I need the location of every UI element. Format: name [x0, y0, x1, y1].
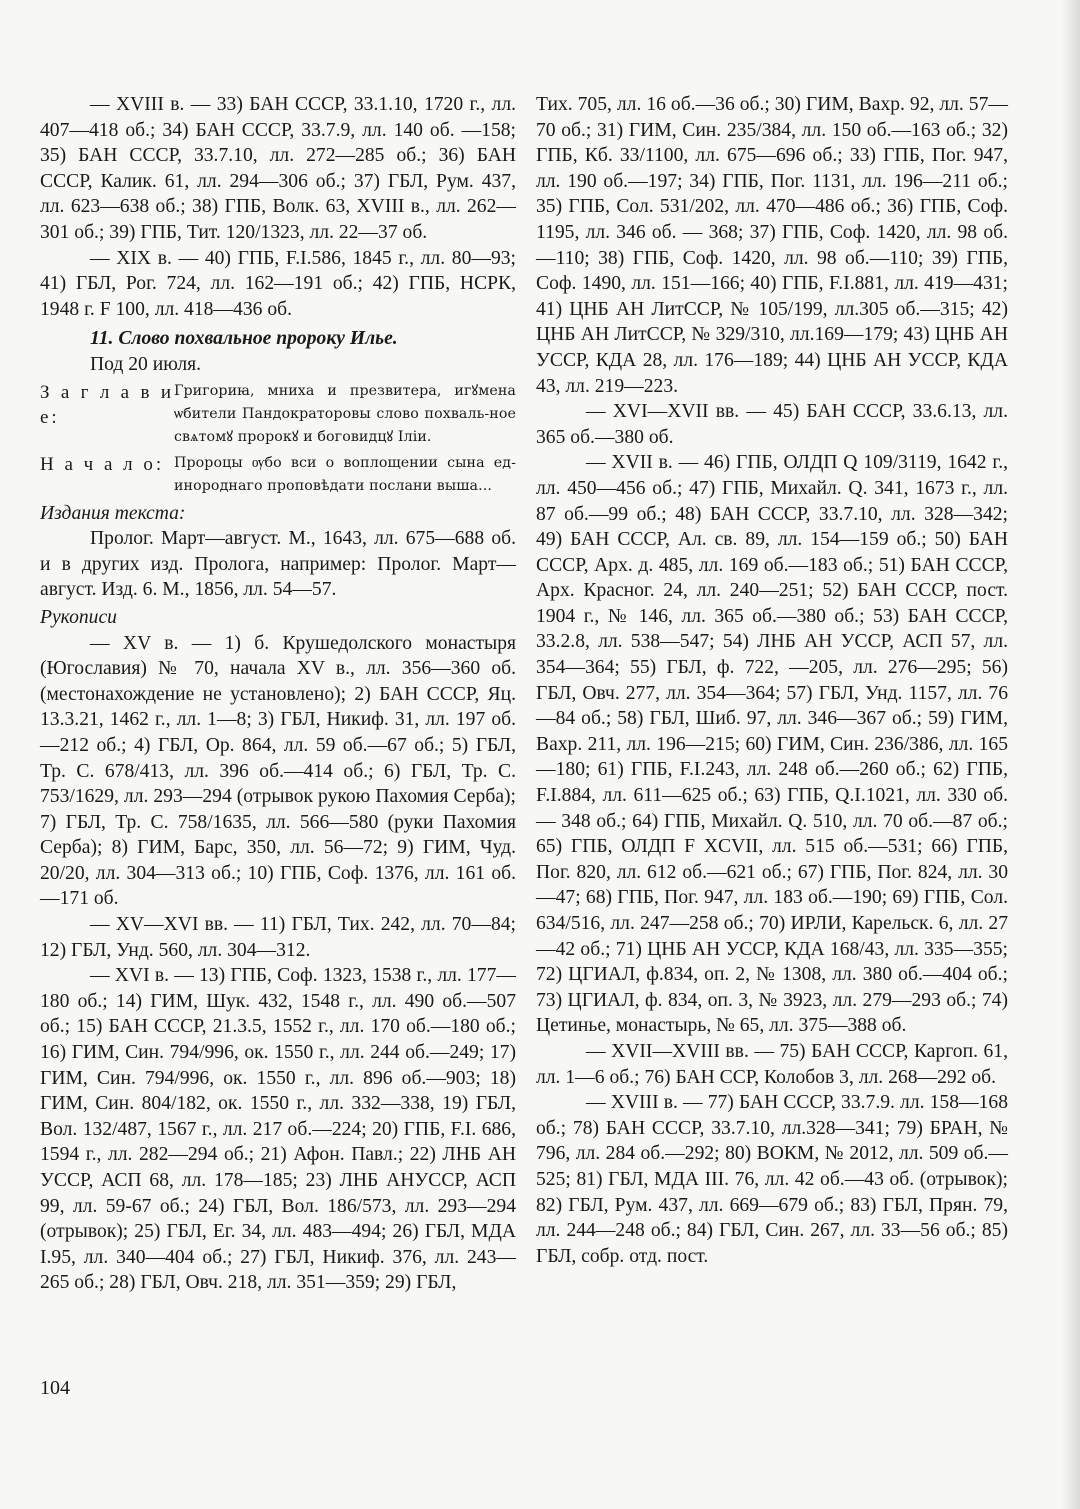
page-number: 104 — [40, 1377, 70, 1399]
paragraph-xv-xvi-century: — XV—XVI вв. — 11) ГБЛ, Тих. 242, лл. 70—84; 12) ГБЛ, Унд. 560, лл. 304—312. — [40, 914, 516, 961]
paragraph-xvi-century: — XVI в. — 13) ГПБ, Соф. 1323, 1538 г., лл. 177—180 об.; 14) ГИМ, Шук. 432, 1548 г., лл. 490 об.—507 об.; 15) БАН СССР, 21.3.5, 1552 г., лл. 170 об.—180 об.; 16) ГИМ, Син. 794/996, ок. 1550 г., лл. 244 об.—249; 17) ГИМ, Син. 794/996, ок. 1550 г., лл. 896 об.—903; 18) ГИМ, Син. 804/182, ок. 1550 г., лл. 332—338, 19) ГБЛ, Вол. 132/487, 1567 г., лл. 217 об.—224; 20) ГПБ, F.I. 686, 1594 г., лл. 282—294 об.; 21) Афон. Павл.; 22) ЛНБ АН УССР, АСП 68, лл. 178—185; 23) ЛНБ АНУССР, АСП 99, лл. 59-67 об.; 24) ГБЛ, Вол. 186/573, лл. 293—294 (отрывок); 25) ГБЛ, Ег. 34, лл. 483—494; 26) ГБЛ, МДА I.95, лл. 340—404 об.; 27) ГБЛ, Никиф. 376, лл. 243—265 об.; 28) ГБЛ, Овч. 218, лл. 351—359; 29) ГБЛ, — [40, 965, 516, 1294]
paragraph-xviii-century: — XVIII в. — 33) БАН СССР, 33.1.10, 1720 г., лл. 407—418 об.; 34) БАН СССР, 33.7.9, лл. 140 об. —158; 35) БАН СССР, 33.7.10, лл. 272—285 об.; 36) БАН СССР, Калик. 61, лл. 294—306 об.; 37) ГБЛ, Рум. 437, лл. 623—638 об.; 38) ГПБ, Волк. 63, XVIII в., лл. 262—301 об.; 39) ГПБ, Тит. 120/1323, лл. 22—37 об. — [40, 94, 516, 243]
manuscripts-heading: Рукописи — [40, 606, 117, 628]
incipit-row — [40, 452, 516, 499]
paragraph-xvii-xviii-century: — XVII—XVIII вв. — 75) БАН СССР, Каргоп. 61, лл. 1—6 об.; 76) БАН ССР, Колобов 3, лл. 268—292 об. — [536, 1040, 1008, 1088]
incipit-label: Н а ч а л о: — [40, 453, 165, 475]
section-title: Слово похвальное пророку Илье. — [118, 328, 398, 350]
paragraph-xviii-century-right: — XVIII в. — 77) БАН СССР, 33.7.9. лл. 158—168 об.; 78) БАН СССР, 33.7.10, лл.328—341; 79) БРАН, № 796, лл. 284 об.—292; 80) ВОКМ, № 2012, лл. 509 об.—525; 81) ГБЛ, МДА III. 76, лл. 42 об.—43 об. (отрывок); 82) ГБЛ, Рум. 437, лл. 669—679 об.; 83) ГБЛ, Прян. 79, лл. 244—248 об.; 84) ГБЛ, Син. 267, лл. 33—56 об.; 85) ГБЛ, собр. отд. пост. — [536, 1092, 1008, 1267]
editions-text: Пролог. Март—август. М., 1643, лл. 675—688 об. и в других изд. Пролога, например: Пролог. Март—август. Изд. 6. М., 1856, лл. 54—57. — [40, 528, 516, 601]
paragraph-xv-century: — XV в. — 1) б. Крушедолского монастыря (Югославия) № 70, начала XV в., лл. 356—360 об. (местонахождение не установлено); 2) БАН СССР, Яц. 13.3.21, 1462 г., лл. 1—8; 3) ГБЛ, Никиф. 31, лл. 197 об.—212 об.; 4) ГБЛ, Ор. 864, лл. 59 об.—67 об.; 5) ГБЛ, Тр. С. 678/413, лл. 396 об.—414 об.; 6) ГБЛ, Тр. С. 753/1629, лл. 293—294 (отрывок рукою Пахомия Серба); 7) ГБЛ, Тр. С. 758/1635, лл. 566—580 (руки Пахомия Серба); 8) ГИМ, Барс, 350, лл. 56—72; 9) ГИМ, Чуд. 20/20, лл. 304—313 об.; 10) ГПБ, Соф. 1376, лл. 161 об.—171 об. — [40, 632, 516, 910]
paragraph-xvi-xvii-century: — XVI—XVII вв. — 45) БАН СССР, 33.6.13, лл. 365 об.—380 об. — [536, 401, 1008, 448]
right-column — [536, 92, 1008, 1269]
section-number: 11. — [90, 328, 114, 350]
title-row — [40, 380, 516, 450]
title-text: Григориꙗ, мниха и презвитера, игꙋмена ѡбители Пандократоровы слово похваль-ное свѧтомꙋ пророкꙋ и боговидцꙋ Іліи. — [174, 382, 516, 446]
section-heading — [40, 326, 516, 352]
page-edge-shadow — [1062, 0, 1080, 1509]
paragraph-xvii-century: — XVII в. — 46) ГПБ, ОЛДП Q 109/3119, 1642 г., лл. 450—456 об.; 47) ГПБ, Михайл. Q. 341, 1673 г., лл. 87 об.—99 об.; 48) БАН СССР, 33.7.10, лл. 328—342; 49) БАН СССР, Ал. св. 89, лл. 154—159 об.; 50) БАН СССР, Арх. д. 485, лл. 169 об.—183 об.; 51) БАН СССР, Арх. Красног. 24, лл. 240—251; 52) БАН СССР, пост. 1904 г., № 146, лл. 365 об.—380 об.; 53) БАН СССР, 33.2.8, лл. 538—547; 54) ЛНБ АН УССР, АСП 57, лл. 354—364; 55) ГБЛ, ф. 722, —205, лл. 276—295; 56) ГБЛ, Овч. 277, лл. 354—364; 57) ГБЛ, Унд. 1157, лл. 76—84 об.; 58) ГБЛ, Шиб. 97, лл. 346—367 об.; 59) ГИМ, Вахр. 211, лл. 196—215; 60) ГИМ, Син. 236/386, лл. 165—180; 61) ГПБ, F.I.243, лл. 248 об.—260 об.; 62) ГПБ, F.I.884, лл. 611—625 об.; 63) ГПБ, Q.I.1021, лл. 330 об.— 348 об.; 64) ГПБ, Михайл. Q. 510, лл. 70 об.—87 об.; 65) ГПБ, ОЛДП F XCVII, лл. 515 об.—531; 66) ГПБ, Пог. 820, лл. 612 об.—621 об.; 67) ГПБ, Пог. 824, лл. 30—47; 68) ГПБ, Пог. 947, лл. 183 об.—190; 69) ГПБ, Сол. 634/516, лл. 247—258 об.; 70) ИРЛИ, Карельск. 6, лл. 27—42 об.; 71) ЦНБ АН УССР, КДА 168/43, лл. 335—355; 72) ЦГИАЛ, ф.834, оп. 2, № 1308, лл. 380 об.—404 об.; 73) ЦГИАЛ, ф. 834, оп. 3, № 3923, лл. 279—293 об.; 74) Цетинье, монастырь, № 65, лл. 375—388 об. — [536, 452, 1008, 1037]
paragraph-continuation: Тих. 705, лл. 16 об.—36 об.; 30) ГИМ, Вахр. 92, лл. 57—70 об.; 31) ГИМ, Син. 235/384, лл. 150 об.—163 об.; 32) ГПБ, Кб. 33/1100, лл. 675—696 об.; 33) ГПБ, Пог. 947, лл. 190 об.—197; 34) ГПБ, Пог. 1131, лл. 196—211 об.; 35) ГПБ, Сол. 531/202, лл. 470—486 об.; 36) ГПБ, Соф. 1195, лл. 346 об. — 368; 37) ГПБ, Соф. 1420, лл. 98 об.—110; 38) ГПБ, Соф. 1420, лл. 98 об.—110; 39) ГПБ, Соф. 1490, лл. 151—166; 40) ГПБ, F.I.881, лл. 419—431; 41) ЦНБ АН ЛитССР, № 105/199, лл.305 об.—315; 42) ЦНБ АН ЛитССР, № 329/310, лл.169—179; 43) ЦНБ АН УССР, КДА 28, лл. 176—189; 44) ЦНБ АН УССР, КДА 43, лл. 219—223. — [536, 94, 1008, 397]
editions-heading: Издания текста: — [40, 502, 186, 524]
title-label: З а г л а в и е: — [40, 381, 174, 429]
paragraph-xix-century: — XIX в. — 40) ГПБ, F.I.586, 1845 г., лл. 80—93; 41) ГБЛ, Рог. 724, лл. 162—191 об.; 42) ГПБ, НСРК, 1948 г. F 100, лл. 418—436 об. — [40, 247, 516, 320]
incipit-text: Пророцы ѹбо вси о воплощении сына ед-инороднаго проповѣдати послани выша... — [174, 454, 516, 495]
left-column — [40, 92, 516, 1296]
feast-date: Под 20 июля. — [90, 353, 202, 375]
